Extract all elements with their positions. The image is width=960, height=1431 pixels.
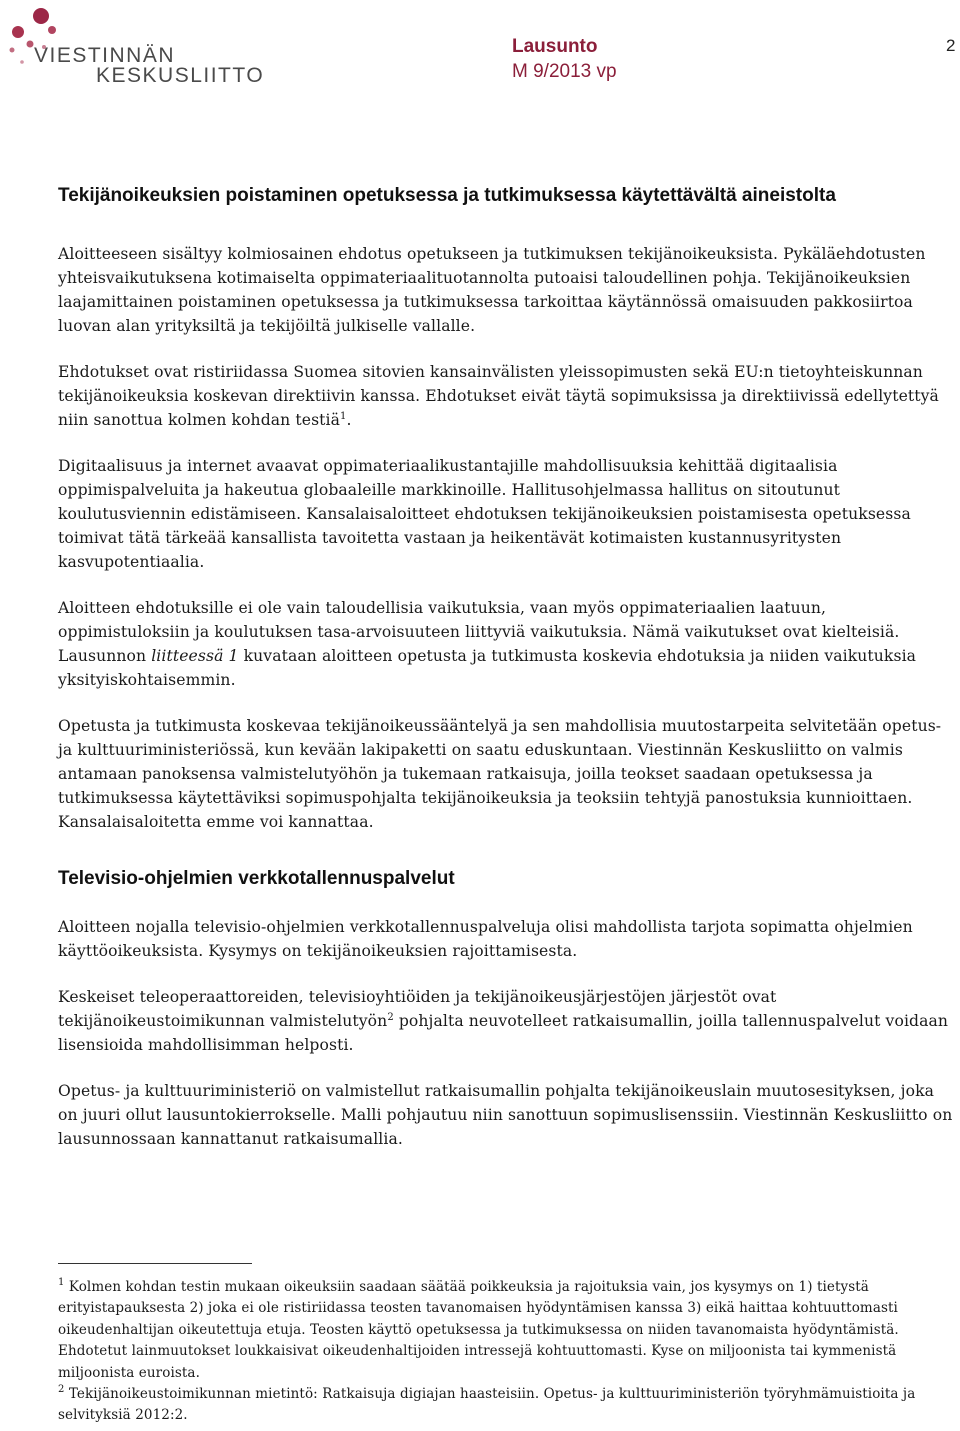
paragraph bbox=[58, 596, 958, 692]
paragraph-text: Ehdotukset ovat ristiriidassa Suomea sitovien kansainvälisten yleissopimusten sekä EU:n tietoyhteiskunnan tekijänoikeuksia koskevan direktiivin kanssa. Ehdotukset eivät täytä sopimuksissa ja direktiivissä edellytettyä niin sanottua kolmen kohdan testiä bbox=[58, 363, 939, 429]
logo-line1: VIESTINNÄN bbox=[34, 44, 176, 67]
section-heading: Tekijänoikeuksien poistaminen opetuksessa ja tutkimuksessa käytettävältä aineistolta bbox=[58, 185, 836, 206]
logo-line2: KESKUSLIITTO bbox=[96, 64, 265, 84]
footnote-text: Kolmen kohdan testin mukaan oikeuksiin saadaan säätää poikkeuksia ja rajoituksia vain, jos kysymys on 1) tietystä erityistapauksesta 2) joka ei ole ristiriidassa teosten tavanomaisen hyödyntämisen kanssa 3) eikä haittaa kohtuuttomasti oikeudenhaltijan oikeutettuja etuja. Teosten käyttö opetuksessa ja tutkimuksessa on niiden tavanomaista hyödyntämistä. Ehdotetut lainmuutokset loukkaisivat oikeudenhaltijoiden intressejä kohtuuttomasti. Kyse on miljoonista tai kymmenistä miljoonista euroista. bbox=[58, 1279, 899, 1381]
paragraph-end: . bbox=[346, 411, 352, 429]
footnotes bbox=[58, 1277, 958, 1427]
footnote-number: 1 bbox=[58, 1277, 65, 1288]
document-reference: M 9/2013 vp bbox=[512, 61, 617, 82]
document-type: Lausunto bbox=[512, 36, 598, 57]
page-number: 2 bbox=[946, 36, 956, 55]
paragraph bbox=[58, 360, 958, 432]
paragraph: Aloitteeseen sisältyy kolmiosainen ehdotus opetukseen ja tutkimuksen tekijänoikeuksista. Pykäläehdotusten yhteisvaikutuksena kotimaiselta oppimateriaalituotannolta putoaisi taloudellinen pohja. Tekijänoikeuksien laajamittainen poistaminen opetuksessa ja tutkimuksessa tarkoittaa käytännössä omaisuuden pakkosiirtoa luovan alan yrityksiltä ja tekijöiltä julkiselle vallalle. bbox=[58, 245, 926, 335]
footnote-2 bbox=[58, 1384, 958, 1427]
footnote-ref[interactable]: 1 bbox=[340, 411, 347, 422]
footnote-text: Tekijänoikeustoimikunnan mietintö: Ratkaisuja digiajan haasteisiin. Opetus- ja kulttuuriministeriön työryhmämuistioita ja selvityksiä 2012:2. bbox=[58, 1386, 916, 1424]
footnote-ref[interactable]: 2 bbox=[387, 1012, 394, 1023]
paragraph: Opetus- ja kulttuuriministeriö on valmistellut ratkaisumallin pohjalta tekijänoikeuslain muutosesityksen, joka on juuri ollut lausuntokierrokselle. Malli pohjautuu niin sanottuun sopimuslisenssiin. Viestinnän Keskusliitto on lausunnossaan kannattanut ratkaisumallia. bbox=[58, 1082, 953, 1148]
footnote-1 bbox=[58, 1277, 958, 1384]
paragraph-text: kuvataan aloitteen opetusta ja tutkimusta koskevia ehdotuksia ja niiden vaikutuksia yksityiskohtaisemmin. bbox=[58, 647, 917, 689]
paragraph-text: Aloitteen ehdotuksille ei ole vain taloudellisia vaikutuksia, vaan myös oppimateriaalien laatuun, oppimistuloksiin ja koulutuksen tasa-arvoisuuteen liittyviä vaikutuksia. Nämä vaikutukset ovat kielteisiä. Lausunnon bbox=[58, 599, 900, 665]
paragraph: Digitaalisuus ja internet avaavat oppimateriaalikustantajille mahdollisuuksia kehittää digitaalisia oppimispalveluita ja hakeutua globaaleille markkinoille. Hallitusohjelmassa hallitus on sitoutunut koulutusviennin edistämiseen. Kansalaisaloitteet ehdotuksen tekijänoikeuksien poistamisesta opetuksessa toimivat tätä tärkeää kansallista tavoitetta vastaan ja heikentävät kotimaisten kustannusyritysten kasvupotentiaalia. bbox=[58, 457, 911, 571]
viestinnan-keskusliitto-logo bbox=[4, 4, 274, 84]
attachment-reference: liitteessä 1 bbox=[151, 647, 239, 665]
document-body bbox=[58, 183, 958, 1173]
footnote-separator bbox=[58, 1263, 252, 1264]
paragraph-text: pohjalta neuvotelleet ratkaisumallin, joilla tallennuspalvelut voidaan lisensioida mahdollisimman helposti. bbox=[58, 1012, 949, 1054]
footnote-number: 2 bbox=[58, 1384, 65, 1396]
paragraph bbox=[58, 985, 958, 1057]
paragraph-text: Keskeiset teleoperaattoreiden, televisioyhtiöiden ja tekijänoikeusjärjestöjen järjestöt ovat tekijänoikeustoimikunnan valmistelutyön bbox=[58, 988, 777, 1030]
section-heading: Televisio-ohjelmien verkkotallennuspalvelut bbox=[58, 868, 455, 889]
paragraph: Opetusta ja tutkimusta koskevaa tekijänoikeussääntelyä ja sen mahdollisia muutostarpeita selvitetään opetus- ja kulttuuriministeriössä, kun kevään lakipaketti on saatu eduskuntaan. Viestinnän Keskusliitto on valmis antamaan panoksensa valmistelutyöhön ja tukemaan ratkaisuja, joilla teokset saadaan opetuksessa ja tutkimuksessa käytettäviksi sopimuspohjalta tekijänoikeuksia ja teoksiin tehtyjä panostuksia kunnioittaen. Kansalaisaloitetta emme voi kannattaa. bbox=[58, 717, 942, 831]
paragraph: Aloitteen nojalla televisio-ohjelmien verkkotallennuspalveluja olisi mahdollista tarjota sopimatta ohjelmien käyttöoikeuksista. Kysymys on tekijänoikeuksien rajoittamisesta. bbox=[58, 918, 913, 960]
